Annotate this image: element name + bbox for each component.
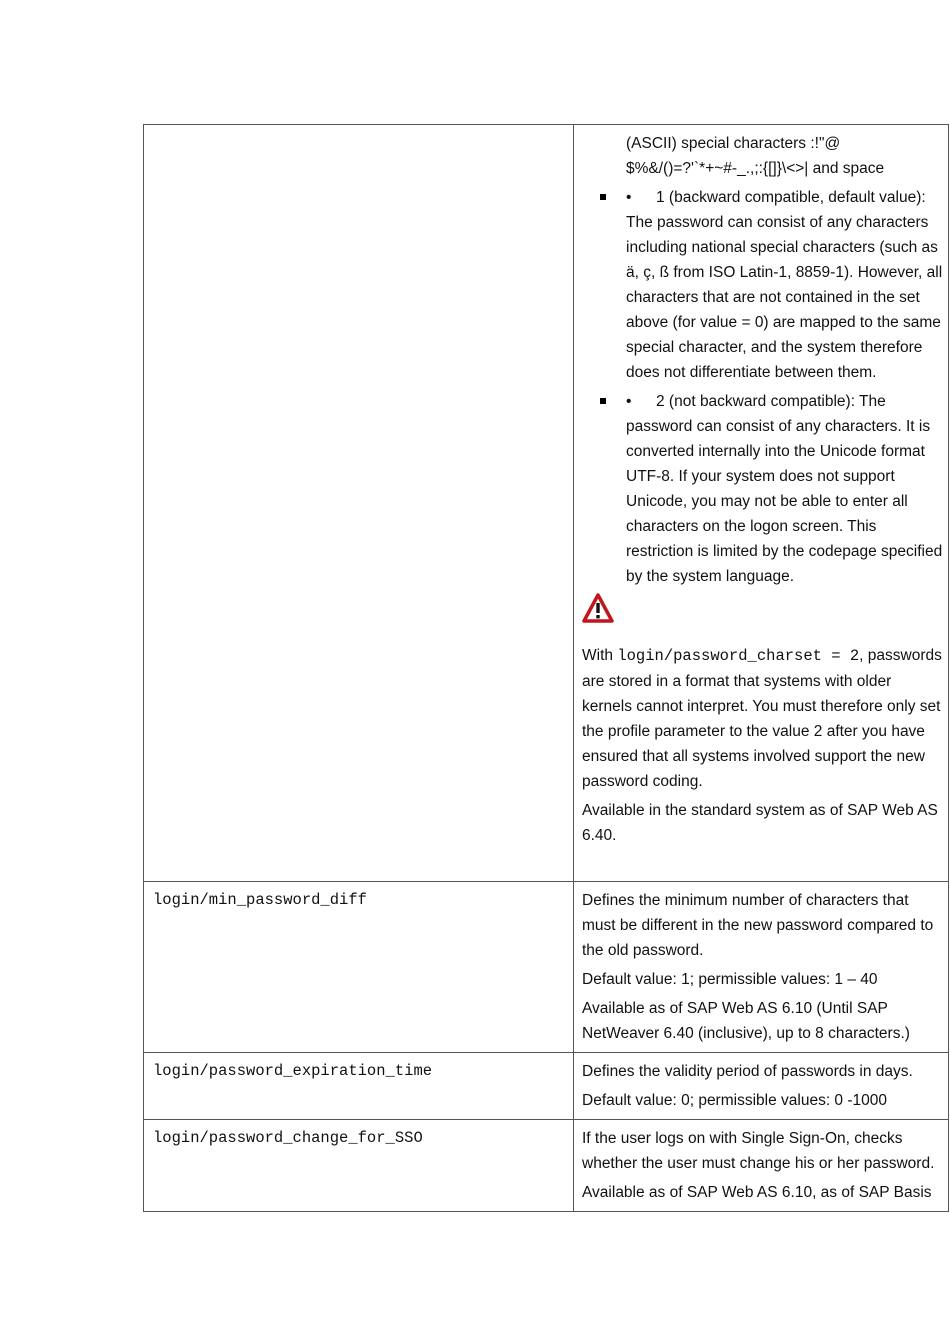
table-row bbox=[144, 125, 949, 882]
param-name: login/password_change_for_SSO bbox=[153, 1129, 423, 1147]
table-row bbox=[144, 1120, 949, 1212]
warning-code: login/password_charset = 2 bbox=[617, 647, 860, 665]
warning-icon bbox=[582, 593, 944, 643]
table-row bbox=[144, 1053, 949, 1120]
description-text: Default value: 1; permissible values: 1 – 40 bbox=[582, 971, 878, 988]
bullet-marker: • bbox=[626, 393, 632, 410]
description-text: Default value: 0; permissible values: 0 -1000 bbox=[582, 1092, 887, 1109]
bullet-text: 2 (not backward compatible): The password can consist of any characters. It is converted internally into the Unicode format UTF-8. If your system does not support Unicode, you may not be able to enter all characters on the logon screen. This restriction is limited by the codepage specified by the system language. bbox=[626, 393, 943, 585]
list-item bbox=[582, 389, 944, 589]
param-name: login/min_password_diff bbox=[153, 891, 367, 909]
description-text: Available as of SAP Web AS 6.10, as of SAP Basis bbox=[582, 1184, 932, 1201]
bullet-text: 1 (backward compatible, default value): The password can consist of any characters including national special characters (such as ä, ç, ß from ISO Latin-1, 8859-1). However, all characters that are not contained in the set above (for value = 0) are mapped to the same special character, and the system therefore does not differentiate between them. bbox=[626, 189, 943, 381]
square-bullet-icon bbox=[600, 398, 606, 404]
description-text: If the user logs on with Single Sign-On, checks whether the user must change his or her password. bbox=[582, 1130, 935, 1172]
description-text: Defines the validity period of passwords in days. bbox=[582, 1063, 913, 1080]
parameter-table bbox=[143, 124, 949, 1212]
table-row bbox=[144, 882, 949, 1053]
bullet-marker: • bbox=[626, 189, 632, 206]
description-text: Defines the minimum number of characters that must be different in the new password compared to the old password. bbox=[582, 892, 934, 959]
description-text: Available as of SAP Web AS 6.10 (Until SAP NetWeaver 6.40 (inclusive), up to 8 characters.) bbox=[582, 1000, 910, 1042]
availability-text: Available in the standard system as of SAP Web AS 6.40. bbox=[582, 802, 938, 844]
warning-text: With login/password_charset = 2, passwords are stored in a format that systems with older kernels cannot interpret. You must therefore only set the profile parameter to the value 2 after you have ensured that all systems involved support the new password coding. bbox=[582, 647, 942, 790]
param-name: login/password_expiration_time bbox=[153, 1062, 433, 1080]
description-cell bbox=[574, 125, 949, 882]
param-cell-empty bbox=[144, 125, 574, 882]
ascii-chars-text: (ASCII) special characters :!"@ $%&/()=?'`*+~#-_.,;:{[]}\<>| and space bbox=[626, 135, 885, 177]
list-item bbox=[582, 185, 944, 385]
square-bullet-icon bbox=[600, 194, 606, 200]
